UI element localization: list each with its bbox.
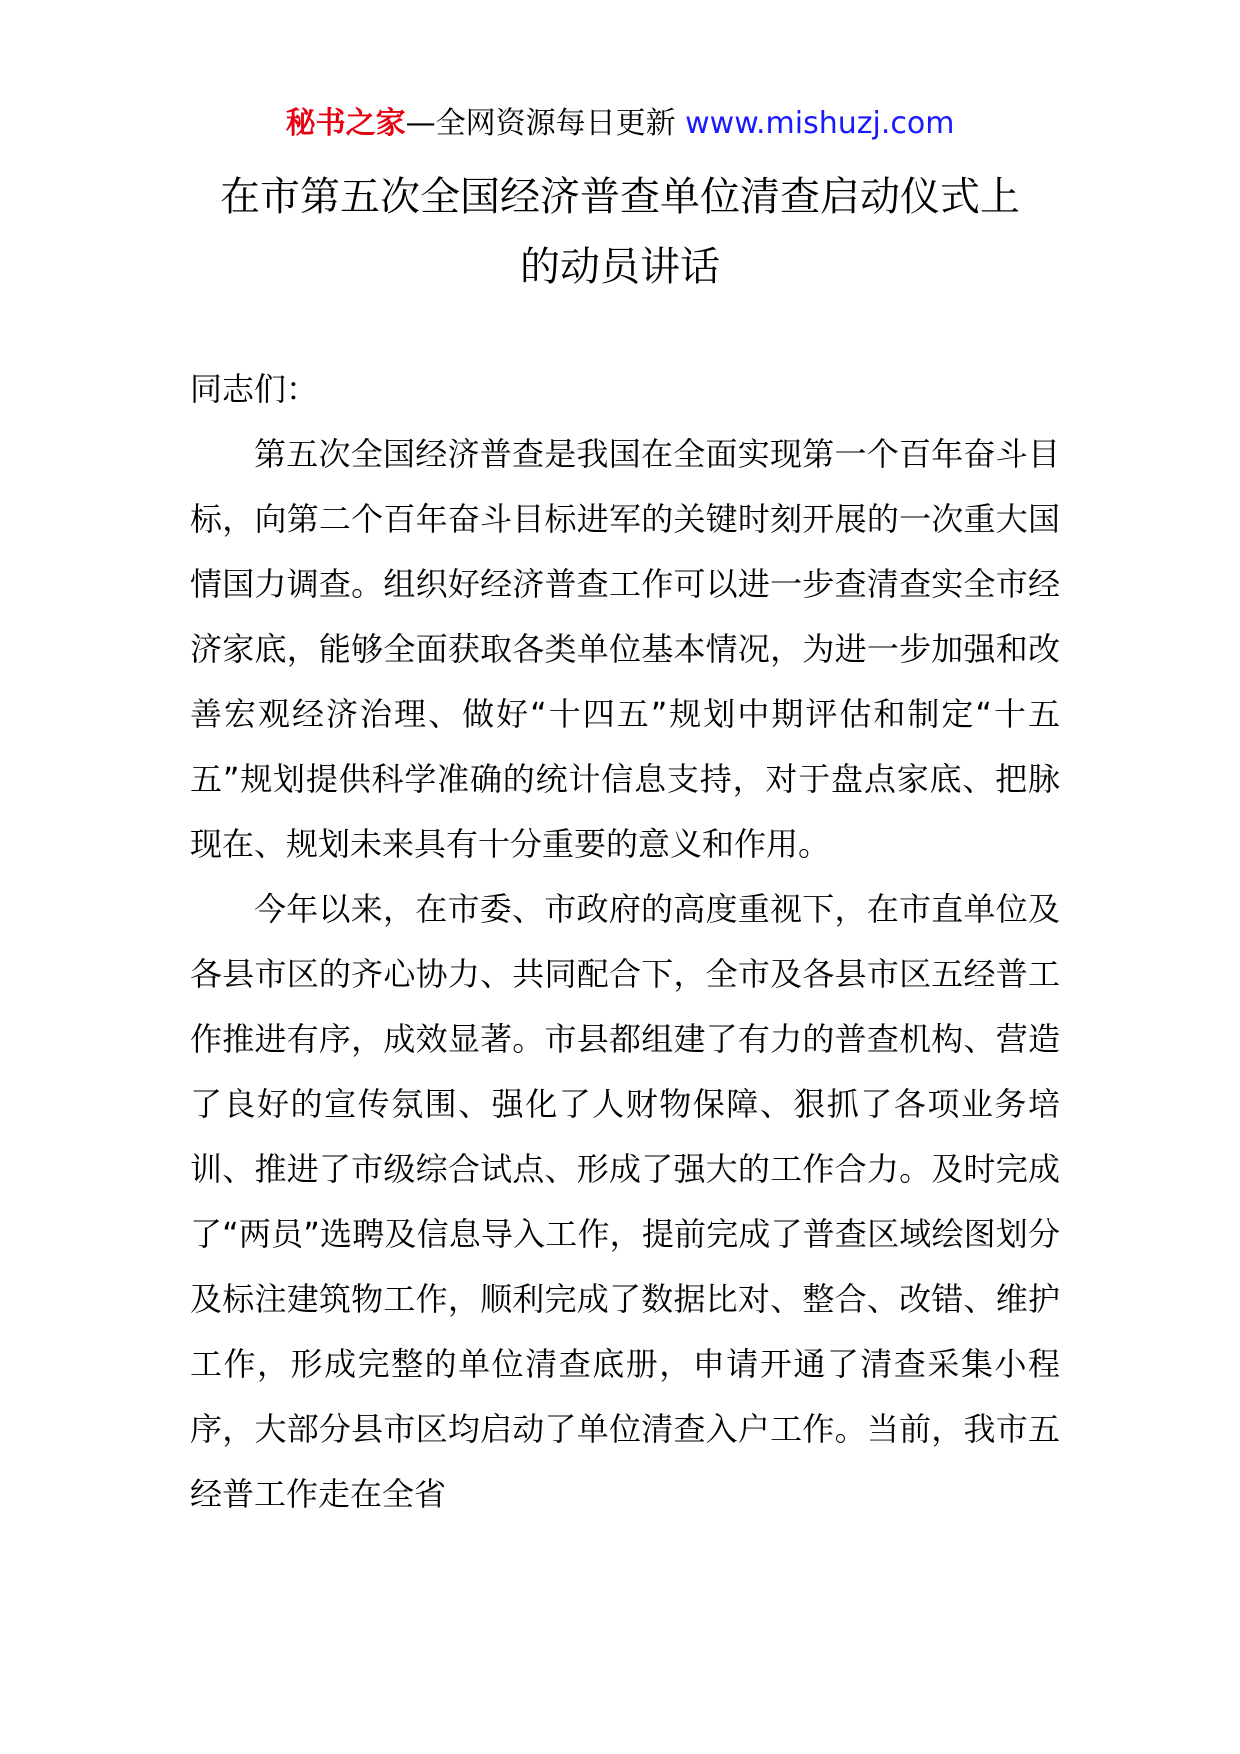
paragraph: 第五次全国经济普查是我国在全面实现第一个百年奋斗目标，向第二个百年奋斗目标进军的关键时刻开展的一次重大国情国力调查。组织好经济普查工作可以进一步查清查实全市经济家底，能够全面获取各类单位基本情况，为进一步加强和改善宏观经济治理、做好“十四五”规划中期评估和制定“十五五”规划提供科学准确的统计信息支持，对于盘点家底、把脉现在、规划未来具有十分重要的意义和作用。 <box>190 435 1060 863</box>
document-title <box>190 162 1050 302</box>
document-title-line-2: 的动员讲话 <box>520 244 720 290</box>
salutation: 同志们： <box>190 370 319 408</box>
brand-name: 秘书之家 <box>285 106 406 141</box>
document-body <box>190 357 1060 1527</box>
site-header <box>0 104 1240 144</box>
document-title-line-1: 在市第五次全国经济普查单位清查启动仪式上 <box>220 174 1020 220</box>
site-url-link[interactable]: www.mishuzj.com <box>685 106 955 141</box>
header-tagline: —全网资源每日更新 <box>405 106 676 141</box>
paragraph: 今年以来，在市委、市政府的高度重视下，在市直单位及各县市区的齐心协力、共同配合下，全市及各县市区五经普工作推进有序，成效显著。市县都组建了有力的普查机构、营造了良好的宣传氛围、强化了人财物保障、狠抓了各项业务培训、推进了市级综合试点、形成了强大的工作合力。及时完成了“两员”选聘及信息导入工作，提前完成了普查区域绘图划分及标注建筑物工作，顺利完成了数据比对、整合、改错、维护工作，形成完整的单位清查底册，申请开通了清查采集小程序，大部分县市区均启动了单位清查入户工作。当前，我市五经普工作走在全省 <box>190 890 1060 1513</box>
